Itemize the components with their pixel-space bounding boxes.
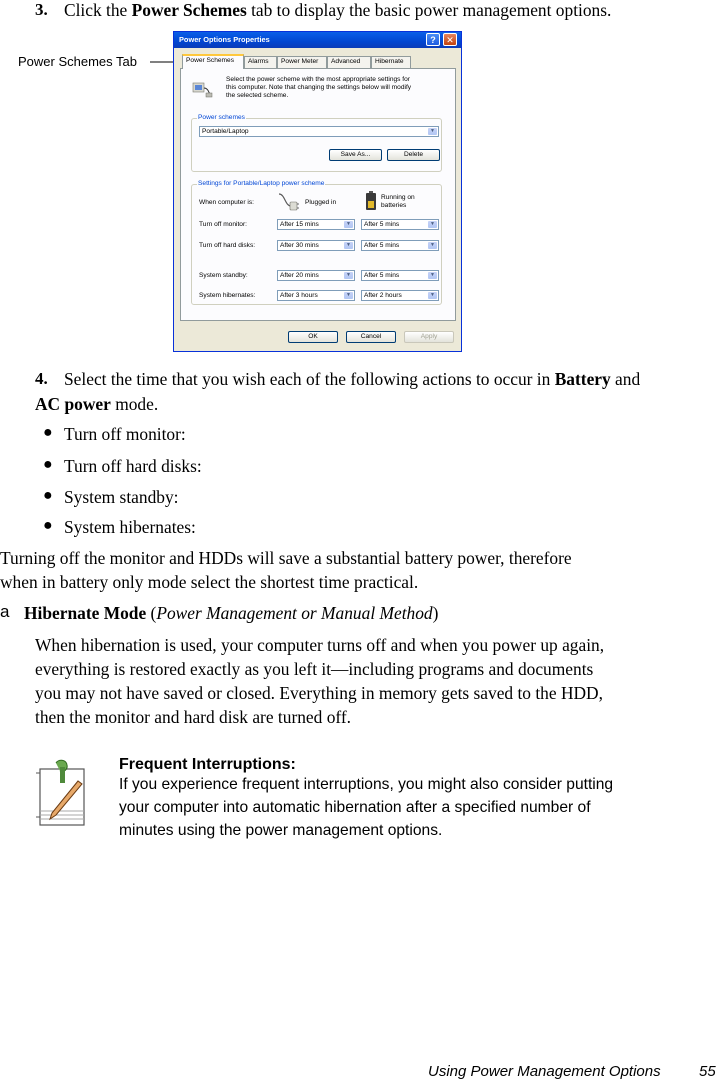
bullet-item: System standby: bbox=[64, 487, 179, 507]
hibernates-ac-select[interactable] bbox=[277, 290, 355, 301]
intro-line-1: Select the power scheme with the most appropriate settings for bbox=[226, 76, 410, 83]
chevron-down-icon: ▼ bbox=[344, 221, 353, 228]
cancel-button[interactable]: Cancel bbox=[346, 331, 396, 343]
monitor-ac-select[interactable] bbox=[277, 219, 355, 230]
bullet-dot: ● bbox=[43, 424, 53, 441]
step-4-pre: Select the time that you wish each of the following actions to occur in bbox=[64, 369, 555, 389]
step-4-post: mode. bbox=[110, 394, 159, 414]
step-4-number: 4. bbox=[35, 369, 48, 388]
step-3-pre: Click the bbox=[64, 0, 132, 20]
chevron-down-icon: ▼ bbox=[428, 272, 437, 279]
bullet-item: System hibernates: bbox=[64, 517, 196, 537]
note-line-3: minutes using the power management options. bbox=[119, 822, 443, 839]
hard-disks-dc-select[interactable] bbox=[361, 240, 439, 251]
chevron-down-icon: ▼ bbox=[428, 242, 437, 249]
step-4-battery: Battery bbox=[554, 369, 611, 389]
page-number: 55 bbox=[699, 1063, 716, 1080]
power-options-dialog bbox=[173, 31, 462, 352]
standby-dc-select[interactable] bbox=[361, 270, 439, 281]
bullet-item: Turn off hard disks: bbox=[64, 456, 202, 476]
power-scheme-value: Portable/Laptop bbox=[202, 128, 249, 135]
para-2-line-2: everything is restored exactly as you left it—including programs and documents bbox=[35, 659, 594, 679]
step-4-line-1 bbox=[64, 367, 640, 391]
step-4-and: and bbox=[610, 369, 641, 389]
hibernate-heading bbox=[24, 601, 438, 625]
heading-marker: a bbox=[0, 602, 10, 621]
para-2-line-4: then the monitor and hard disk are turned off. bbox=[35, 707, 352, 727]
plugged-in-label: Plugged in bbox=[305, 199, 337, 206]
step-4-ac-power: AC power bbox=[35, 394, 111, 414]
standby-ac-select[interactable] bbox=[277, 270, 355, 281]
tab-advanced[interactable]: Advanced bbox=[327, 56, 371, 68]
row-label-hard-disks: Turn off hard disks: bbox=[199, 242, 256, 249]
bullet-item: Turn off monitor: bbox=[64, 424, 186, 444]
para-2-line-1: When hibernation is used, your computer turns off and when you power up again, bbox=[35, 635, 605, 655]
help-button[interactable]: ? bbox=[426, 33, 440, 46]
bullet-dot: ● bbox=[43, 456, 53, 473]
row-label-hibernates: System hibernates: bbox=[199, 292, 256, 299]
chevron-down-icon: ▼ bbox=[428, 128, 437, 135]
tab-power-schemes[interactable]: Power Schemes bbox=[182, 54, 244, 69]
tab-hibernate[interactable]: Hibernate bbox=[371, 56, 411, 68]
heading-open: ( bbox=[146, 603, 157, 623]
dialog-title: Power Options Properties bbox=[179, 35, 270, 44]
para-2-line-3: you may not have saved or closed. Everything in memory gets saved to the HDD, bbox=[35, 683, 603, 703]
standby-dc-value: After 5 mins bbox=[364, 272, 400, 279]
chevron-down-icon: ▼ bbox=[344, 242, 353, 249]
power-schemes-label: Power schemes bbox=[198, 114, 245, 121]
note-pad-icon bbox=[34, 755, 90, 831]
power-scheme-select[interactable] bbox=[199, 126, 439, 137]
hibernates-ac-value: After 3 hours bbox=[280, 292, 318, 299]
hibernates-dc-value: After 2 hours bbox=[364, 292, 402, 299]
power-scheme-icon bbox=[191, 77, 213, 99]
row-label-monitor: Turn off monitor: bbox=[199, 221, 248, 228]
battery-icon bbox=[365, 191, 377, 211]
intro-line-2: this computer. Note that changing the settings below will modify bbox=[226, 84, 412, 91]
chevron-down-icon: ▼ bbox=[428, 221, 437, 228]
hard-disks-ac-select[interactable] bbox=[277, 240, 355, 251]
batteries-label: batteries bbox=[381, 202, 407, 209]
row-label-standby: System standby: bbox=[199, 272, 248, 279]
chevron-down-icon: ▼ bbox=[344, 292, 353, 299]
intro-line-3: the selected scheme. bbox=[226, 92, 289, 99]
heading-italic: Power Management or Manual Method bbox=[156, 603, 433, 623]
save-as-button[interactable]: Save As... bbox=[329, 149, 382, 161]
step-3-post: tab to display the basic power management options. bbox=[246, 0, 612, 20]
plug-icon bbox=[277, 190, 299, 212]
running-on-label: Running on bbox=[381, 194, 415, 201]
tab-alarms[interactable]: Alarms bbox=[244, 56, 277, 68]
ok-button[interactable]: OK bbox=[288, 331, 338, 343]
step-3-bold: Power Schemes bbox=[131, 0, 247, 20]
note-line-2: your computer into automatic hibernation after a specified number of bbox=[119, 799, 591, 816]
tab-power-meter[interactable]: Power Meter bbox=[277, 56, 327, 68]
bullet-dot: ● bbox=[43, 487, 53, 504]
dialog-titlebar bbox=[174, 32, 461, 48]
step-3-number: 3. bbox=[35, 0, 48, 19]
hibernates-dc-select[interactable] bbox=[361, 290, 439, 301]
heading-close: ) bbox=[432, 603, 439, 623]
bullet-dot: ● bbox=[43, 517, 53, 534]
para-1-line-1: Turning off the monitor and HDDs will save a substantial battery power, therefore bbox=[0, 548, 572, 568]
delete-button[interactable]: Delete bbox=[387, 149, 440, 161]
settings-label: Settings for Portable/Laptop power scheme bbox=[198, 180, 325, 187]
note-title: Frequent Interruptions: bbox=[119, 756, 296, 773]
note-line-1: If you experience frequent interruptions, you might also consider putting bbox=[119, 776, 614, 793]
para-1-line-2: when in battery only mode select the shortest time practical. bbox=[0, 572, 419, 592]
chevron-down-icon: ▼ bbox=[344, 272, 353, 279]
monitor-ac-value: After 15 mins bbox=[280, 221, 319, 228]
chevron-down-icon: ▼ bbox=[428, 292, 437, 299]
apply-button[interactable]: Apply bbox=[404, 331, 454, 343]
tab-panel bbox=[180, 68, 456, 321]
hard-disks-dc-value: After 5 mins bbox=[364, 242, 400, 249]
close-button[interactable]: ✕ bbox=[443, 33, 457, 46]
step-4-line-2 bbox=[35, 392, 158, 416]
hard-disks-ac-value: After 30 mins bbox=[280, 242, 319, 249]
monitor-dc-select[interactable] bbox=[361, 219, 439, 230]
footer-text: Using Power Management Options bbox=[428, 1063, 661, 1080]
step-3-text bbox=[64, 0, 611, 22]
standby-ac-value: After 20 mins bbox=[280, 272, 319, 279]
heading-bold: Hibernate Mode bbox=[24, 603, 147, 623]
when-label: When computer is: bbox=[199, 199, 254, 206]
monitor-dc-value: After 5 mins bbox=[364, 221, 400, 228]
callout-label: Power Schemes Tab bbox=[18, 54, 137, 69]
